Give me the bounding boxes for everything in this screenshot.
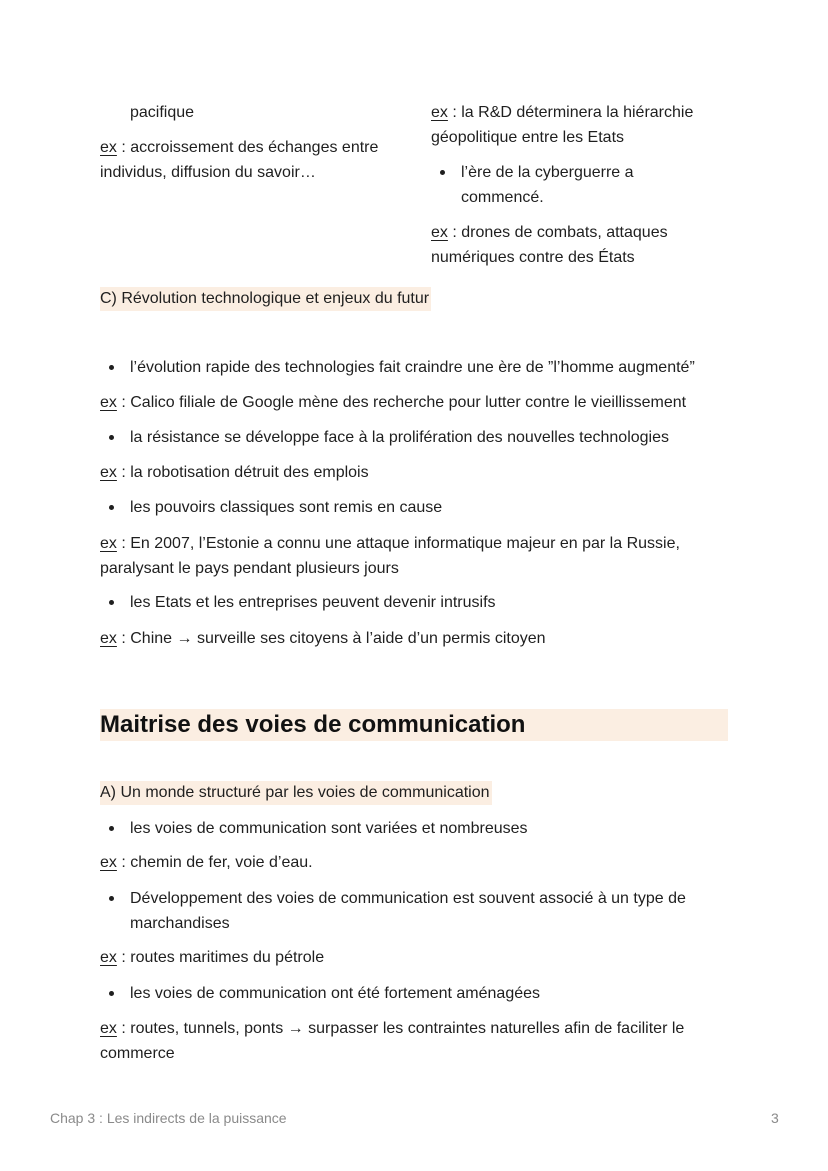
- ex-text: : la robotisation détruit des emplois: [116, 464, 369, 481]
- ex-label: ex: [431, 224, 448, 241]
- example-paragraph: [431, 220, 701, 270]
- bullet-item: Développement des voies de communication est souvent associé à un type de marchandises: [130, 886, 730, 936]
- ex-text: : accroissement des échanges entre individus, diffusion du savoir…: [100, 139, 379, 181]
- ex-label: ex: [100, 535, 117, 552]
- footer-chapter: Chap 3 : Les indirects de la puissance: [50, 1110, 287, 1126]
- section-c-heading: C) Révolution technologique et enjeux du futur: [100, 287, 431, 311]
- continuation-text: pacifique: [130, 104, 195, 121]
- ex-text: : drones de combats, attaques numériques contre des États: [431, 224, 668, 266]
- bullet-item: la résistance se développe face à la prolifération des nouvelles technologies: [130, 425, 669, 450]
- ex-label: ex: [100, 464, 117, 481]
- bullet-item: les voies de communication sont variées et nombreuses: [130, 816, 528, 841]
- ex-text: : la R&D déterminera la hiérarchie géopolitique entre les Etats: [431, 104, 694, 146]
- ex-label: ex: [100, 854, 117, 871]
- ex-text: : routes maritimes du pétrole: [116, 949, 325, 966]
- ex-text: : routes, tunnels, ponts → surpasser les contraintes naturelles afin de faciliter le commerce: [100, 1020, 685, 1062]
- bullet-item: l’ère de la cyberguerre a commencé.: [461, 160, 681, 210]
- ex-label: ex: [100, 949, 117, 966]
- bullet-item: l’évolution rapide des technologies fait craindre une ère de ”l’homme augmenté”: [130, 355, 695, 380]
- page-number: 3: [771, 1110, 779, 1126]
- bullet-item: les voies de communication ont été fortement aménagées: [130, 981, 540, 1006]
- example-paragraph: [100, 460, 730, 485]
- example-paragraph: [100, 135, 400, 185]
- example-paragraph: [100, 850, 730, 875]
- ex-label: ex: [100, 394, 117, 411]
- example-paragraph: [100, 945, 730, 970]
- example-paragraph: [100, 626, 730, 651]
- ex-text: : chemin de fer, voie d’eau.: [116, 854, 313, 871]
- ex-text: : En 2007, l’Estonie a connu une attaque informatique majeur en par la Russie, paralysant le pays pendant plusieurs jours: [100, 535, 680, 577]
- example-paragraph: [100, 390, 730, 415]
- ex-label: ex: [100, 630, 117, 647]
- ex-text: : Calico filiale de Google mène des recherche pour lutter contre le vieillissement: [116, 394, 687, 411]
- bullet-item: les Etats et les entreprises peuvent devenir intrusifs: [130, 590, 496, 615]
- example-paragraph: [100, 531, 730, 581]
- section-a-heading: A) Un monde structuré par les voies de communication: [100, 781, 492, 805]
- example-paragraph: [100, 1016, 730, 1066]
- bullet-item: les pouvoirs classiques sont remis en cause: [130, 495, 442, 520]
- ex-label: ex: [100, 1020, 117, 1037]
- ex-text: : Chine → surveille ses citoyens à l’aide d’un permis citoyen: [116, 630, 546, 647]
- ex-label: ex: [431, 104, 448, 121]
- ex-label: ex: [100, 139, 117, 156]
- example-paragraph: [431, 100, 731, 150]
- section-title: Maitrise des voies de communication: [100, 709, 728, 741]
